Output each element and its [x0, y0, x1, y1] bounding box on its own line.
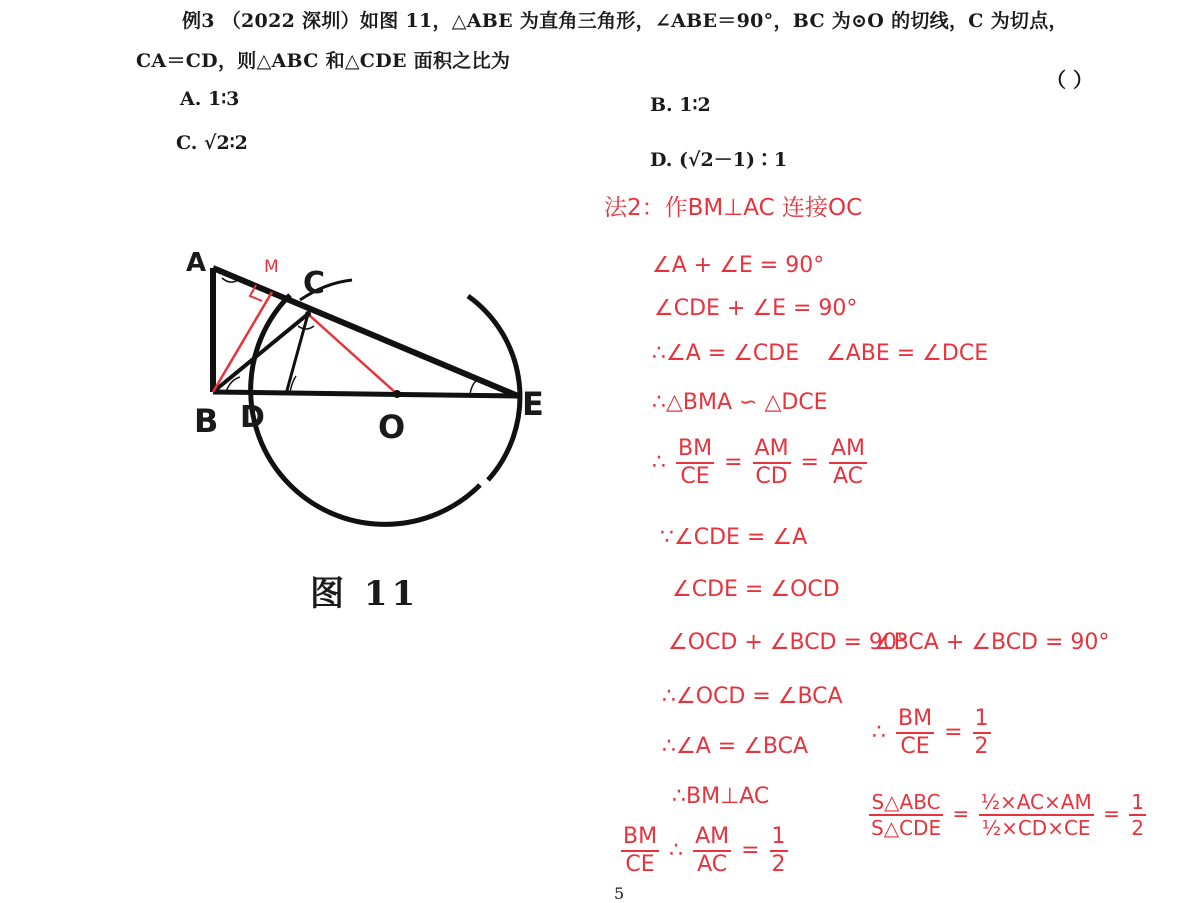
result-1: ∴ $\frac{BM}{CE}$ = $\frac{1}{2}$	[872, 706, 989, 759]
step-3a: ∴∠A = ∠CDE	[652, 341, 800, 366]
segment-cd	[286, 314, 308, 394]
step-5: ∴ $\frac{BM}{CE}$ = $\frac{AM}{CD}$ = $\frac{AM}{AC}$	[652, 436, 866, 489]
step-6: ∵∠CDE = ∠A	[660, 525, 808, 550]
option-d: D. (√2－1)∶1	[650, 149, 788, 171]
step-1: ∠A + ∠E = 90°	[652, 253, 825, 278]
segment-bm-red	[213, 292, 272, 392]
step-2: ∠CDE + ∠E = 90°	[654, 296, 858, 321]
step-7: ∠CDE = ∠OCD	[672, 577, 840, 602]
center-point-o	[393, 390, 401, 398]
frac-bm-ce: $\frac{BM}{CE}$	[678, 436, 713, 489]
label-b: B	[194, 402, 219, 440]
label-c: C	[303, 266, 326, 301]
frac-half-2: $\frac{1}{2}$	[974, 706, 989, 759]
tangent-point-c	[305, 311, 311, 317]
segment-be	[213, 392, 518, 396]
step-10: ∴∠A = ∠BCA	[662, 734, 809, 759]
frac-am-ac: $\frac{AM}{AC}$	[830, 436, 866, 489]
option-c: C. √2∶2	[176, 132, 248, 154]
option-a: A. 1∶3	[180, 88, 240, 110]
answer-bracket: （ ）	[1046, 68, 1093, 92]
frac-bm-ce-2: $\frac{BM}{CE}$	[623, 824, 658, 877]
segment-ae	[213, 268, 518, 396]
step-11: ∴BM⊥AC	[672, 784, 770, 809]
option-b: B. 1∶2	[650, 94, 711, 116]
label-d: D	[240, 400, 265, 435]
step-3b: ∠ABE = ∠DCE	[826, 341, 989, 366]
label-m: M	[264, 257, 279, 277]
label-e: E	[522, 385, 544, 423]
frac-half: $\frac{1}{2}$	[771, 824, 786, 877]
figure-caption: 图 11	[310, 574, 420, 614]
step-8b: ∠BCA + ∠BCD = 90°	[874, 630, 1110, 655]
step-9: ∴∠OCD = ∠BCA	[662, 684, 843, 709]
step-4: ∴△BMA ∽ △DCE	[652, 390, 828, 415]
step-12: $\frac{BM}{CE}$ ∴ $\frac{AM}{AC}$ = $\frac{1}{2}$	[623, 824, 786, 877]
label-o: O	[378, 408, 406, 446]
problem-line-1: 例3 （2022 深圳）如图 11，△ABE 为直角三角形，∠ABE＝90°，BC 为⊙O 的切线，C 为切点，	[182, 10, 1068, 32]
frac-area-ratio: $\frac{\text{S△ABC}}{\text{S△CDE}}$	[871, 790, 942, 840]
page-number: 5	[614, 884, 625, 903]
result-2: $\frac{\text{S△ABC}}{\text{S△CDE}}$ = $\frac{\text{½×AC×AM}}{\text{½×CD×CE}}$ = $\frac{1}{2}$	[871, 790, 1144, 840]
step-8a: ∠OCD + ∠BCD = 90°	[668, 630, 908, 655]
solution-heading: 法2：作BM⊥AC 连接OC	[604, 195, 863, 221]
frac-am-ac-2: $\frac{AM}{AC}$	[695, 824, 730, 877]
frac-am-cd: $\frac{AM}{CD}$	[754, 436, 789, 489]
label-a: A	[186, 248, 207, 278]
frac-area-expansion: $\frac{\text{½×AC×AM}}{\text{½×CD×CE}}$	[980, 790, 1092, 840]
problem-line-2: CA＝CD，则△ABC 和△CDE 面积之比为	[136, 50, 511, 72]
frac-bm-ce-3: $\frac{BM}{CE}$	[898, 706, 933, 759]
frac-half-3: $\frac{1}{2}$	[1131, 790, 1144, 840]
